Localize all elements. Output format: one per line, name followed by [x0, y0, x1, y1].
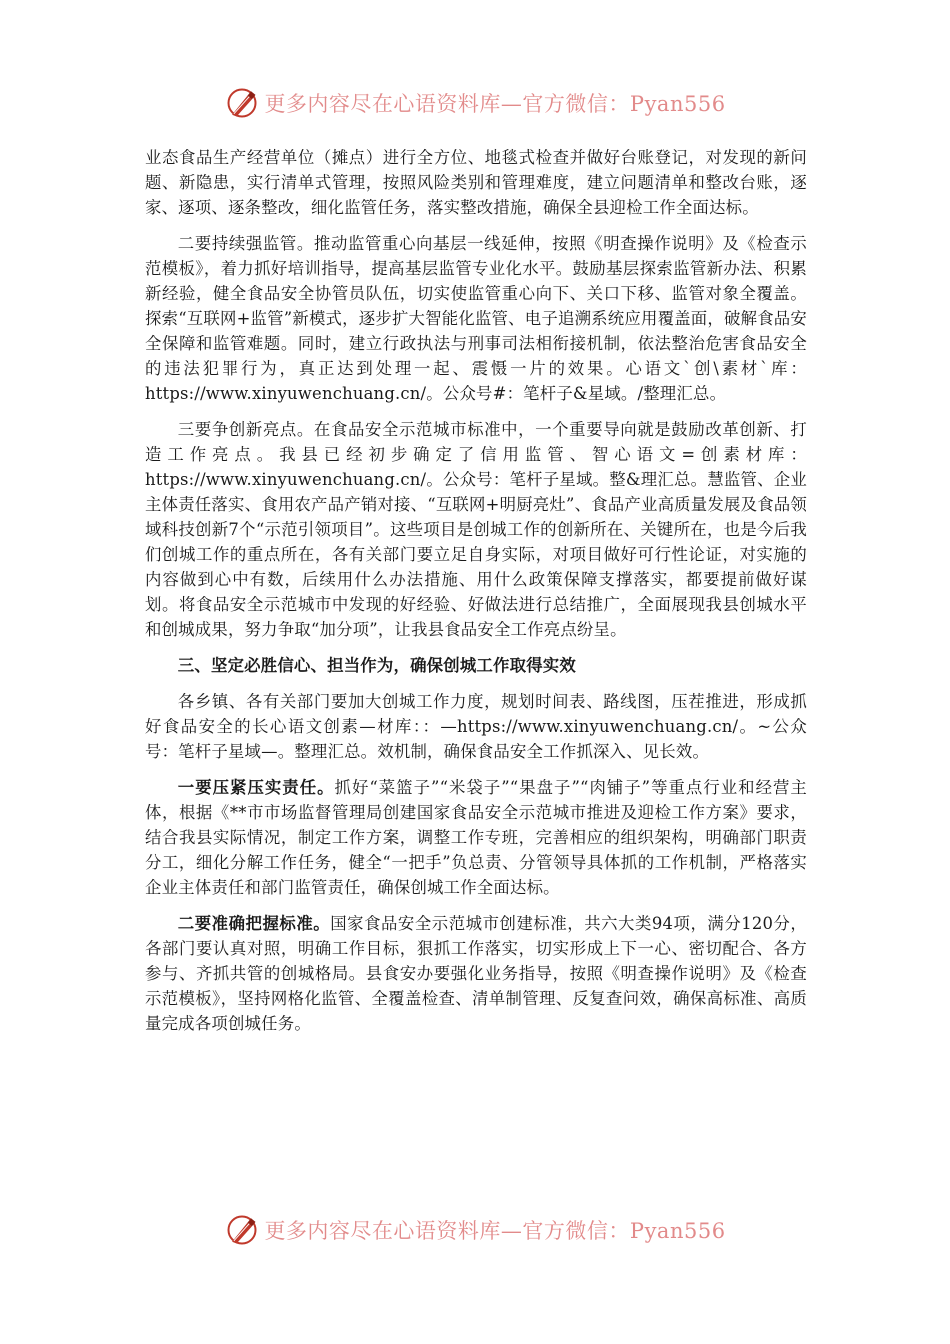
paragraph-body-standards: 国家食品安全示范城市创建标准，共六大类94项，满分120分，各部门要认真对照，明确工作目标，狠抓工作落实，切实形成上下一心、密切配合、各方参与、齐抓共管的创城格局。县食安办要强化业务指导，按照《明查操作说明》及《检查示范模板》，坚持网格化监管、全覆盖检查、清单制管理、反复查问效，确保高标准、高质量完成各项创城任务。	[145, 914, 807, 1033]
footer-watermark-banner	[0, 1207, 950, 1253]
pen-nib-logo-icon	[224, 1212, 260, 1248]
header-watermark-banner	[0, 80, 950, 126]
paragraph-lead-standards: 二要准确把握标准。	[177, 914, 331, 933]
paragraph-innovation-highlights: 三要争创新亮点。在食品安全示范城市标准中，一个重要导向就是鼓励改革创新、打造工作亮点。我县已经初步确定了信用监管、智心语文=创素材库：https://www.xinyuwenchuang.cn/。公众号：笔杆子星域。整&理汇总。慧监管、企业主体责任落实、食用农产品产销对接、“互联网+明厨亮灶”、食品产业高质量发展及食品领域科技创新7个“示范引领项目”。这些项目是创城工作的创新所在、关键所在，也是今后我们创城工作的重点所在，各有关部门要立足自身实际，对项目做好可行性论证，对实施的内容做到心中有数，后续用什么办法措施、用什么政策保障支撑落实，都要提前做好谋划。将食品安全示范城市中发现的好经验、好做法进行总结推广，全面展现我县创城水平和创城成果，努力争取“加分项”，让我县食品安全工作亮点纷呈。	[145, 420, 807, 639]
section-heading-three: 三、坚定必胜信心、担当作为，确保创城工作取得实效	[177, 656, 576, 675]
paragraph-body-responsibility: 抓好“菜篮子”“米袋子”“果盘子”“肉铺子”等重点行业和经营主体，根据《**市市场监督管理局创建国家食品安全示范城市推进及迎检工作方案》要求，结合我县实际情况，制定工作方案，调整工作专班，完善相应的组织架构，明确部门职责分工，细化分解工作任务，健全“一把手”负总责、分管领导具体抓的工作机制，严格落实企业主体责任和部门监管责任，确保创城工作全面达标。	[145, 778, 807, 897]
paragraph-lead-responsibility: 一要压紧压实责任。	[177, 778, 335, 797]
paragraph-responsibility	[145, 775, 807, 900]
watermark-text: 更多内容尽在心语资料库—官方微信：Pyan556	[264, 92, 726, 116]
paragraph-strengthen-supervision: 二要持续强监管。推动监管重心向基层一线延伸，按照《明查操作说明》及《检查示范模板》，着力抓好培训指导，提高基层监管专业化水平。鼓励基层探索监管新办法、积累新经验，健全食品安全协管员队伍，切实使监管重心向下、关口下移、监管对象全覆盖。探索“互联网+监管”新模式，逐步扩大智能化监管、电子追溯系统应用覆盖面，破解食品安全保障和监管难题。同时，建立行政执法与刑事司法相衔接机制，依法整治危害食品安全的违法犯罪行为，真正达到处理一起、震慑一片的效果。心语文`创\素材`库：https://www.xinyuwenchuang.cn/。公众号#：笔杆子&星域。/整理汇总。	[145, 234, 807, 403]
pen-nib-logo-icon	[224, 85, 260, 121]
paragraph-long-term-mechanism: 各乡镇、各有关部门要加大创城工作力度，规划时间表、路线图，压茬推进，形成抓好食品安全的长心语文创素—材库：：—https://www.xinyuwenchuang.cn/。~公众号：笔杆子星域—。整理汇总。效机制，确保食品安全工作抓深入、见长效。	[145, 692, 807, 761]
document-body	[145, 145, 807, 1047]
watermark-text: 更多内容尽在心语资料库—官方微信：Pyan556	[264, 1219, 726, 1243]
paragraph-standards	[145, 911, 807, 1036]
paragraph-continuation: 业态食品生产经营单位（摊点）进行全方位、地毯式检查并做好台账登记，对发现的新问题、新隐患，实行清单式管理，按照风险类别和管理难度，建立问题清单和整改台账，逐家、逐项、逐条整改，细化监管任务，落实整改措施，确保全县迎检工作全面达标。	[145, 148, 807, 217]
